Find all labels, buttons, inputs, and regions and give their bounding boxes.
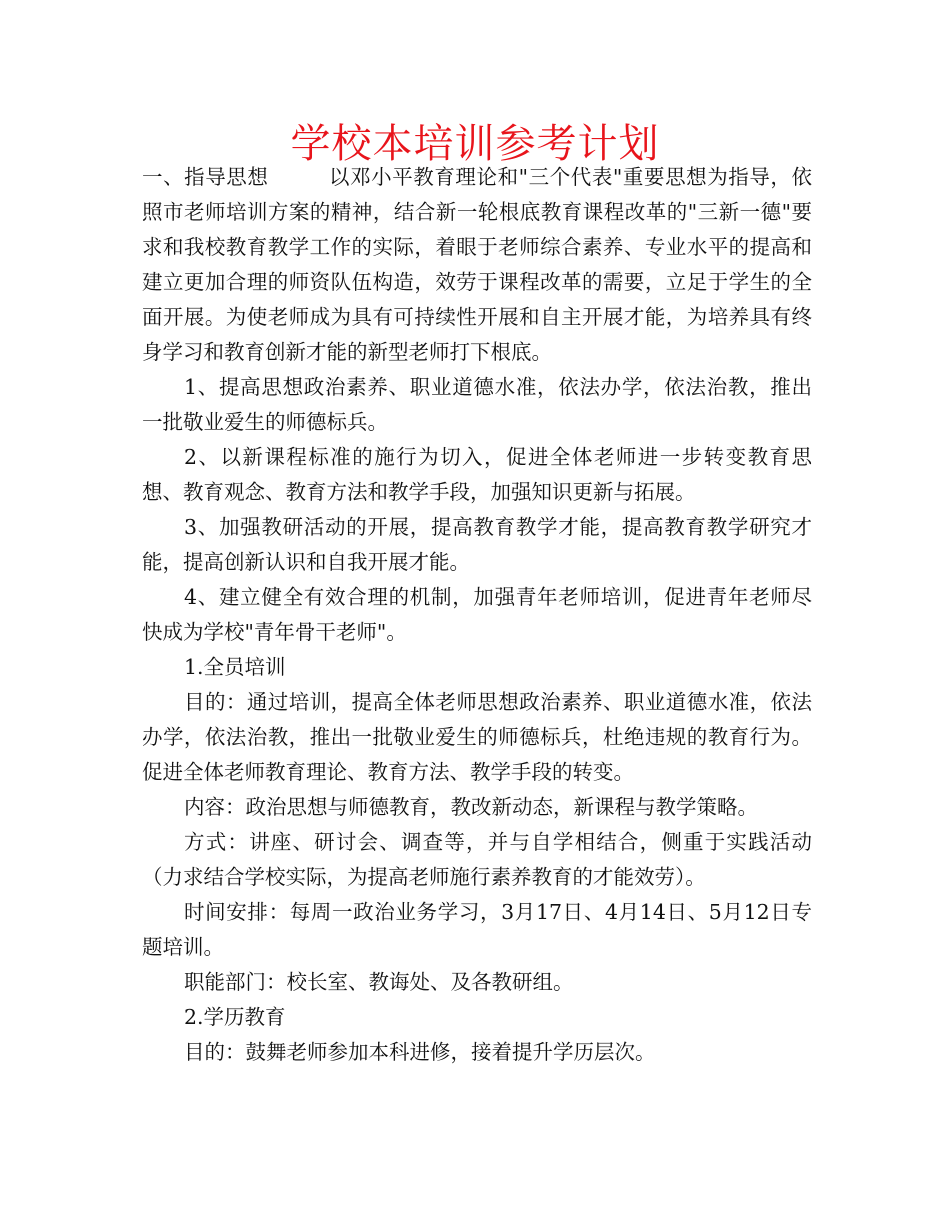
document-body xyxy=(142,160,812,1070)
training-method: 方式：讲座、研讨会、调查等，并与自学相结合，侧重于实践活动（力求结合学校实际，为提高老师施行素养教育的才能效劳）。 xyxy=(142,830,812,889)
training-content: 内容：政治思想与师德教育，教改新动态，新课程与教学策略。 xyxy=(184,795,758,819)
section-heading-training: 1.全员培训 xyxy=(184,655,286,679)
training-schedule: 时间安排：每周一政治业务学习，3月17日、4月14日、5月12日专题培训。 xyxy=(142,900,812,959)
education-purpose: 目的：鼓舞老师参加本科进修，接着提升学历层次。 xyxy=(184,1040,656,1064)
intro-text: 以邓小平教育理论和"三个代表"重要思想为指导，依照市老师培训方案的精神，结合新一轮根底教育课程改革的"三新一德"要求和我校教育教学工作的实际，着眼于老师综合素养、专业水平的提高和建立更加合理的师资队伍构造，效劳于课程改革的需要，立足于学生的全面开展。为使老师成为具有可持续性开展和自主开展才能，为培养具有终身学习和教育创新才能的新型老师打下根底。 xyxy=(142,165,813,364)
intro-paragraph xyxy=(142,160,812,370)
training-purpose: 目的：通过培训，提高全体老师思想政治素养、职业道德水准，依法办学，依法治教，推出一批敬业爱生的师德标兵，杜绝违规的教育行为。促进全体老师教育理论、教育方法、教学手段的转变。 xyxy=(142,690,812,784)
document-title: 学校本培训参考计划 xyxy=(290,121,660,167)
goal-item-1: 1、提高思想政治素养、职业道德水准，依法办学，依法治教，推出一批敬业爱生的师德标兵。 xyxy=(142,375,812,434)
training-departments: 职能部门：校长室、教诲处、及各教研组。 xyxy=(184,970,574,994)
goal-item-3: 3、加强教研活动的开展，提高教育教学才能，提高教育教学研究才能，提高创新认识和自我开展才能。 xyxy=(142,515,812,574)
section-heading-education: 2.学历教育 xyxy=(184,1005,286,1029)
intro-heading: 一、指导思想 xyxy=(142,165,269,189)
goal-item-2: 2、以新课程标准的施行为切入，促进全体老师进一步转变教育思想、教育观念、教育方法和教学手段，加强知识更新与拓展。 xyxy=(142,445,812,504)
goal-item-4: 4、建立健全有效合理的机制，加强青年老师培训，促进青年老师尽快成为学校"青年骨干老师"。 xyxy=(142,585,812,644)
